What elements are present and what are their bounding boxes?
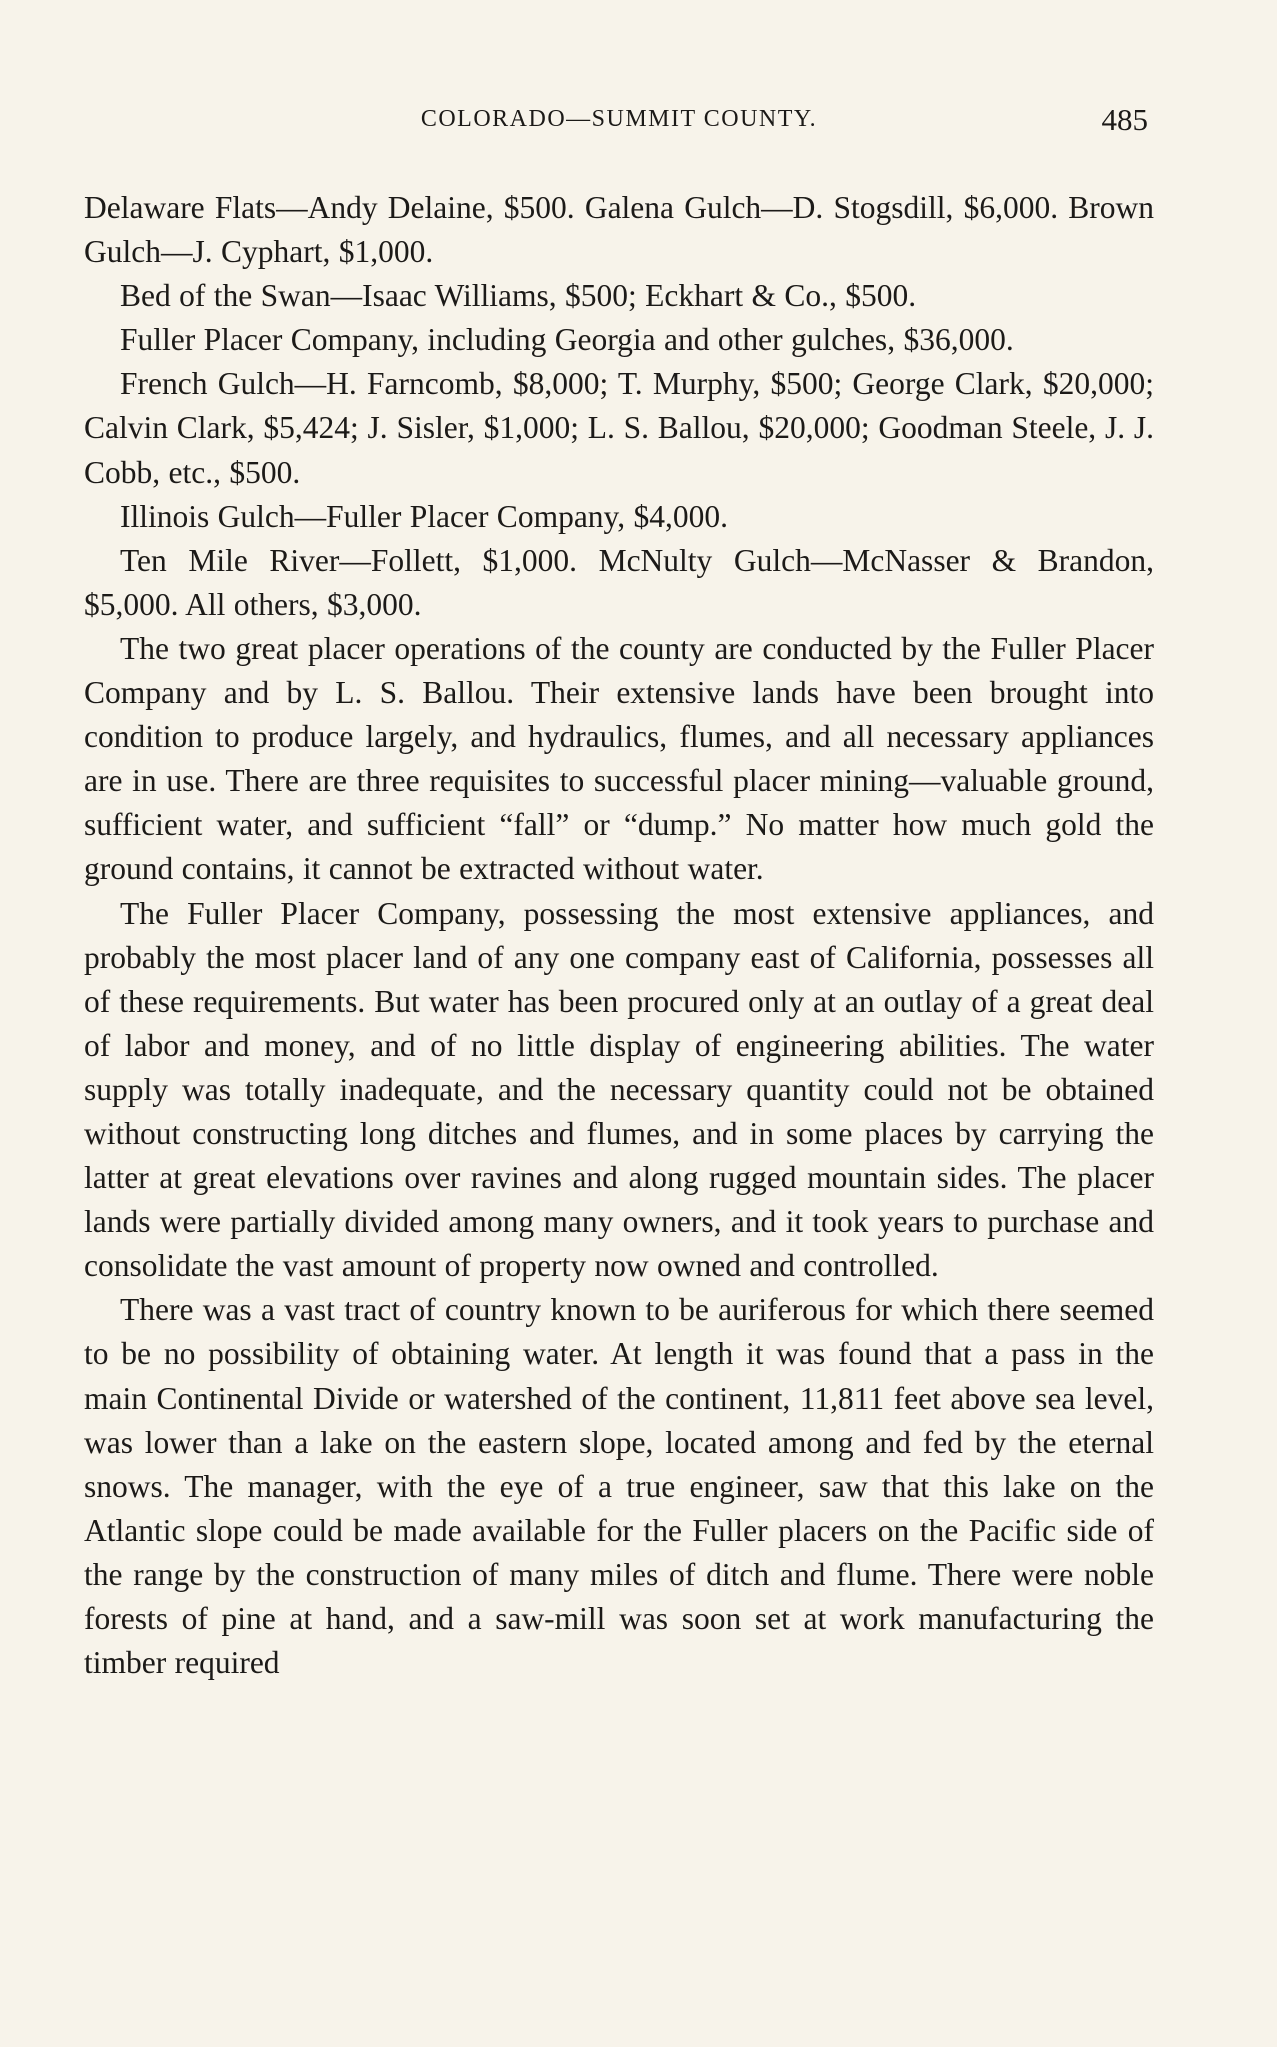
paragraph-fuller-placer-company: Fuller Placer Company, including Georgia and other gulches, $36,000.	[120, 322, 1014, 358]
body-text	[84, 186, 1154, 1685]
paragraph-illinois-gulch: Illinois Gulch—Fuller Placer Company, $4,000.	[120, 498, 729, 534]
paragraph-delaware-flats: Delaware Flats—Andy Delaine, $500. Galena Gulch—D. Stogsdill, $6,000. Brown Gulch—J. Cyphart, $1,000.	[84, 190, 1154, 270]
paragraph-ten-mile-river: Ten Mile River—Follett, $1,000. McNulty Gulch—McNasser & Brandon, $5,000. All others, $3,000.	[84, 542, 1154, 622]
page-number: 485	[1101, 102, 1148, 137]
paragraph-bed-of-the-swan: Bed of the Swan—Isaac Williams, $500; Eckhart & Co., $500.	[120, 278, 917, 314]
paragraph-vast-tract: There was a vast tract of country known to be auriferous for which there seemed to be no possibility of obtaining water. At length it was found that a pass in the main Continental Divide or watershed of the continent, 11,811 feet above sea level, was lower than a lake on the eastern slope, located among and fed by the eternal snows. The manager, with the eye of a true engineer, saw that this lake on the Atlantic slope could be made available for the Fuller placers on the Pacific side of the range by the construction of many miles of ditch and flume. There were noble forests of pine at hand, and a saw-mill was soon set at work manufacturing the timber required	[84, 1292, 1154, 1681]
paragraph-fuller-appliances: The Fuller Placer Company, possessing the most extensive appliances, and probably the most placer land of any one company east of California, possesses all of these requirements. But water has been procured only at an outlay of a great deal of labor and money, and of no little display of engineering abilities. The water supply was totally inadequate, and the necessary quantity could not be obtained without constructing long ditches and flumes, and in some places by carrying the latter at great elevations over ravines and along rugged mountain sides. The placer lands were partially divided among many owners, and it took years to purchase and consolidate the vast amount of property now owned and controlled.	[84, 895, 1154, 1284]
running-head	[84, 102, 1154, 142]
running-title: COLORADO—SUMMIT COUNTY.	[420, 106, 818, 132]
paragraph-french-gulch: French Gulch—H. Farncomb, $8,000; T. Murphy, $500; George Clark, $20,000; Calvin Clark, $5,424; J. Sisler, $1,000; L. S. Ballou, $20,000; Goodman Steele, J. J. Cobb, etc., $500.	[84, 366, 1154, 490]
paragraph-two-great-placer-operations: The two great placer operations of the county are conducted by the Fuller Placer Company and by L. S. Ballou. Their extensive lands have been brought into condition to produce largely, and hydraulics, flumes, and all necessary appliances are in use. There are three requisites to successful placer mining—valuable ground, sufficient water, and sufficient “fall” or “dump.” No matter how much gold the ground contains, it cannot be extracted without water.	[84, 630, 1154, 887]
